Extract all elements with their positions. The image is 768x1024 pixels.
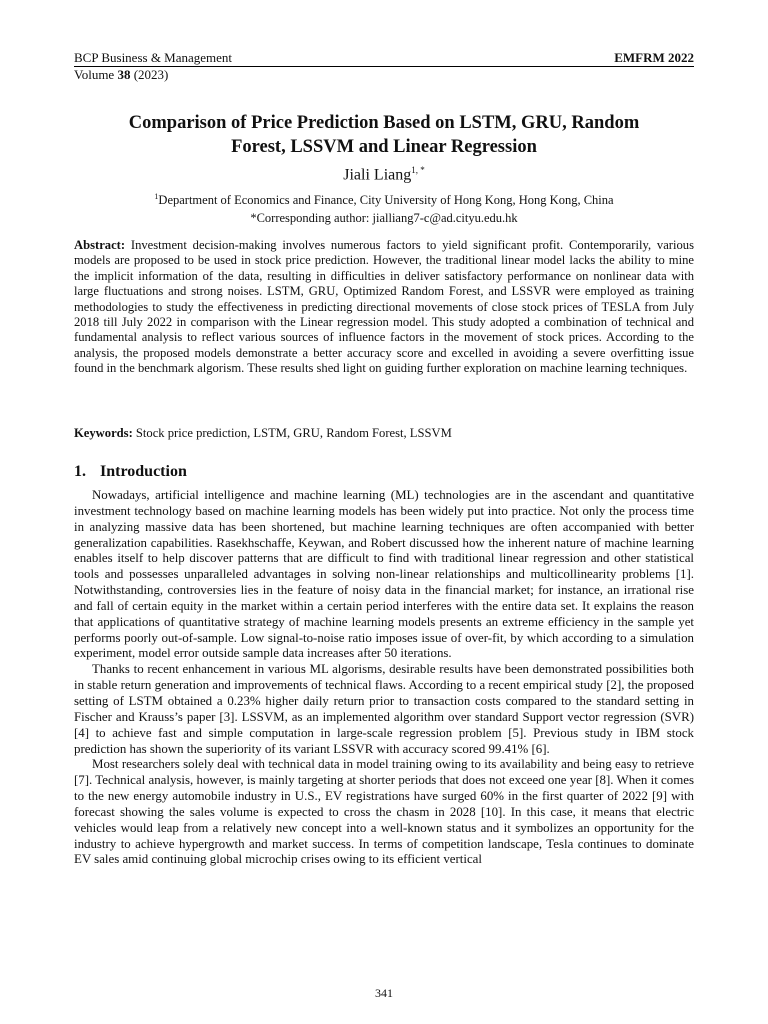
keywords-label: Keywords:: [74, 426, 133, 440]
volume-info: [74, 67, 694, 82]
author-line: [74, 160, 694, 185]
abstract-label: Abstract:: [74, 238, 126, 252]
title-line-2: Forest, LSSVM and Linear Regression: [231, 137, 537, 157]
volume-number: 38: [117, 67, 131, 82]
volume-year: (2023): [130, 67, 169, 82]
body-paragraph: Thanks to recent enhancement in various ML algorisms, desirable results have been demonstrated possibilities both in stable return generation and improvements of technical flaws. According to a recent empirical study [2], the proposed setting of LSTM obtained a 0.23% higher daily return prior to transaction costs compared to the standard setting in Fischer and Krauss’s paper [3]. LSSVM, as an implemented algorithm over standard Support vector regression (SVR) [4] to achieve fast and simple computation in large-scale regression problem [5]. Previous study in IBM stock prediction has shown the superiority of its variant LSSVR with accuracy scored 99.41% [6].: [74, 662, 694, 756]
volume-prefix: Volume: [74, 67, 118, 82]
affiliation-text: Department of Economics and Finance, City University of Hong Kong, Hong Kong, China: [158, 193, 614, 208]
keywords: [74, 426, 694, 441]
section-number: 1.: [74, 463, 86, 480]
section-title: Introduction: [100, 463, 187, 480]
running-head: [74, 50, 694, 82]
abstract: [74, 238, 694, 377]
journal-name: BCP Business & Management: [74, 50, 233, 65]
keywords-text: Stock price prediction, LSTM, GRU, Random Forest, LSSVM: [132, 426, 452, 440]
body-paragraph: Most researchers solely deal with technical data in model training owing to its availability and being easy to retrieve [7]. Technical analysis, however, is mainly targeting at shorter periods that does not exceed one year [8]. When it comes to the new energy automobile industry in U.S., EV registrations have surged 60% in the first quarter of 2022 [9] with forecast showing the sales volume is expected to cross the chasm in 2028 [10]. In this case, it means that electric vehicles would leap from a relatively new concept into a well-known status and it symbolizes an opportunity for the industry to achieve hypergrowth and market success. In terms of competition landscape, Tesla continues to dominate EV sales amid continuing global microchip crises owing to its efficient vertical: [74, 757, 694, 867]
page-number: 341: [375, 986, 393, 1000]
author-superscript: 1, *: [411, 165, 425, 175]
section-body: [74, 488, 694, 868]
body-paragraph: Nowadays, artificial intelligence and machine learning (ML) technologies are in the ascendant and quantitative investment technology based on machine learning models has been widely put into practice. Not only the process time in analyzing massive data has been shortened, but machine learning techniques are often accompanied with better generalization capabilities. Rasekhschaffe, Keywan, and Robert discussed how the inherent nature of machine learning enables itself to help discover patterns that are difficult to find with traditional linear regression and other statistical tools and possesses unparalleled advantages in solving non-linear relationships and multicollinearity problems [1]. Notwithstanding, controversies lies in the feature of noisy data in the financial market; for instance, an irrational rise and fall of certain equity in the market within a certain period interferes with the entire data set. It explains the reason that applications of quantitative strategy of machine learning models presents an extreme efficiency in the sample yet performs poorly out-of-sample. Low signal-to-noise ratio imposes issue of over-fit, by which according to a simulation experiment, model error outside sample data increases after 50 iterations.: [74, 488, 694, 661]
author-name: Jiali Liang: [343, 166, 412, 184]
corresponding-author: *Corresponding author: jialliang7-c@ad.cityu.edu.hk: [250, 211, 518, 225]
affiliation-superscript: 1: [154, 192, 159, 201]
affiliation: [74, 189, 694, 208]
paper-title: [74, 111, 694, 159]
title-line-1: Comparison of Price Prediction Based on LSTM, GRU, Random: [128, 113, 640, 133]
abstract-text: Investment decision-making involves numerous factors to yield significant profit. Contemporarily, various models are proposed to be used in stock price prediction. However, the traditional linear model lacks the ability to mine the implicit information of the data, resulting in difficulties in deliver satisfactory performance on nonlinear data with large fluctuations and strong noises. LSTM, GRU, Optimized Random Forest, and LSSVR were employed as training methodologies to study the effectiveness in predicting directional movements of close stock prices of TESLA from July 2018 till July 2022 in comparison with the Linear regression model. This study adopted a combination of technical and fundamental analysis to reflect various sources of influence factors in the movement of stock prices. According to the analysis, the proposed models demonstrate a better accuracy score and excelled in avoiding a severe overfitting issue found in the benchmark algorism. These results shed light on guiding further exploration on machine learning techniques.: [74, 238, 694, 376]
section-heading: [74, 462, 187, 482]
conference-name: EMFRM 2022: [614, 50, 694, 65]
